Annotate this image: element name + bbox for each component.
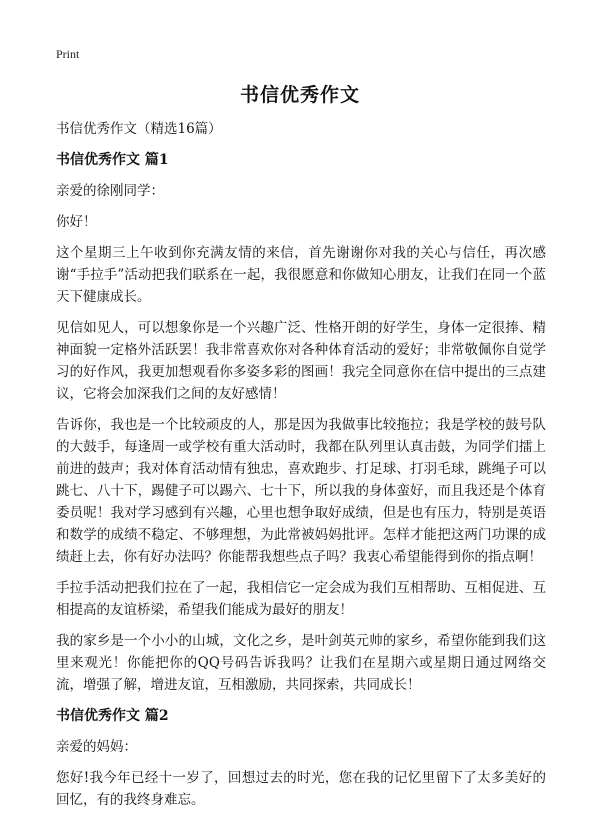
greeting: 你好！ xyxy=(56,214,97,230)
paragraph: 您好!我今年已经十一岁了，回想过去的时光，您在我的记忆里留下了太多美好的回忆，有的我终身难忘。 xyxy=(56,770,546,808)
paragraph: 我的家乡是一个小小的山城，文化之乡，是叶剑英元帅的家乡，希望你能到我们这里来观光！你能把你的QQ号码告诉我吗？让我们在星期六或星期日通过网络交流，增强了解，增进友谊，互相激励，共同探索，共同成长！ xyxy=(56,633,546,693)
paragraph: 手拉手活动把我们拉在了一起，我相信它一定会成为我们互相帮助、互相促进、互相提高的友谊桥梁，希望我们能成为最好的朋友！ xyxy=(56,580,546,618)
salutation: 亲爱的妈妈： xyxy=(56,739,137,755)
print-link[interactable]: Print xyxy=(56,47,80,61)
document-body xyxy=(56,118,546,820)
section-heading-2: 书信优秀作文 篇2 xyxy=(56,708,169,724)
paragraph: 告诉你，我也是一个比较顽皮的人，那是因为我做事比较拖拉；我是学校的鼓号队的大鼓手，每逢周一或学校有重大活动时，我都在队列里认真击鼓，为同学们擂上前进的鼓声；我对体育活动情有独忠，喜欢跑步、打足球、打羽毛球，跳绳子可以跳七、八十下，踢健子可以踢六、七十下，所以我的身体蛮好，而且我还是个体育委员呢！我对学习感到有兴趣，心里也想争取好成绩，但是也有压力，特别是英语和数学的成绩不稳定、不够理想，为此常被妈妈批评。怎样才能把这两门功课的成绩赶上去，你有好办法吗？你能帮我想些点子吗？我衷心希望能得到你的指点啊！ xyxy=(56,417,546,565)
document-subtitle: 书信优秀作文（精选16篇） xyxy=(56,121,222,137)
paragraph: 这个星期三上午收到你充满友情的来信，首先谢谢你对我的关心与信任，再次感谢“手拉手”活动把我们联系在一起，我很愿意和你做知心朋友，让我们在同一个蓝天下健康成长。 xyxy=(56,245,546,305)
section-heading-1: 书信优秀作文 篇1 xyxy=(56,152,169,168)
page-title: 书信优秀作文 xyxy=(239,84,360,106)
salutation: 亲爱的徐刚同学： xyxy=(56,183,164,199)
paragraph: 见信如见人，可以想象你是一个兴趣广泛、性格开朗的好学生，身体一定很捧、精神面貌一定格外活跃罢！我非常喜欢你对各种体育活动的爱好；非常敬佩你自觉学习的好作风，我更加想观看你多姿多彩的图画！我完全同意你在信中提出的三点建议，它将会加深我们之间的友好感情！ xyxy=(56,320,546,402)
